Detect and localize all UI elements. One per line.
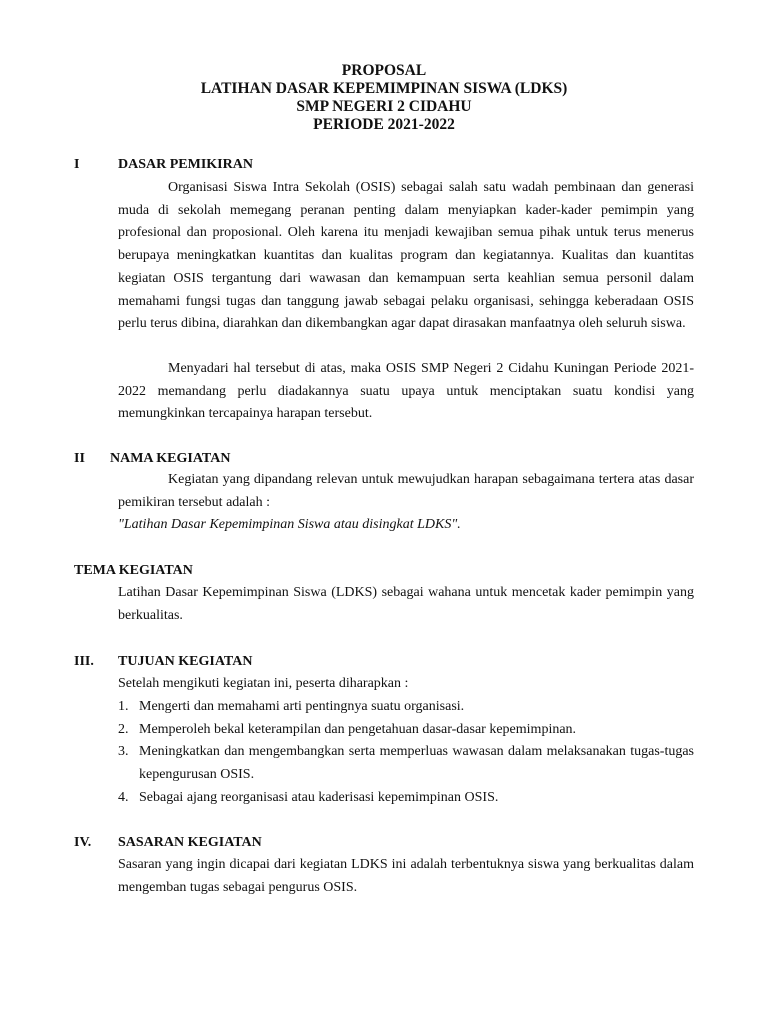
section-number-1: I (74, 157, 80, 172)
section-heading-nama-kegiatan: NAMA KEGIATAN (110, 451, 231, 466)
document-title (0, 62, 768, 134)
section-number-4: IV. (74, 835, 92, 850)
list-item-text: Mengerti dan memahami arti pentingnya suatu organisasi. (139, 699, 465, 714)
section-number-2: II (74, 451, 85, 466)
paragraph-dasar-1: Organisasi Siswa Intra Sekolah (OSIS) sebagai salah satu wadah pembinaan dan generasi muda di sekolah memegang peranan penting dalam menyiapkan kader-kader pemimpin yang profesional dan proposional. Oleh karena itu menjadi kewajiban semua pihak untuk terus menerus berupaya meningkatkan kuantitas dan kualitas program dan kegiatannya. Kualitas dan kuantitas kegiatan OSIS tergantung dari wawasan dan kemampuan serta keahlian semua personil dalam memahami fungsi tugas dan tanggung jawab sebagai pelaku organisasi, sehingga keberadaan OSIS perlu terus dibina, diarahkan dan dikembangkan agar dapat dirasakan manfaatnya oleh seluruh siswa. (118, 180, 694, 332)
list-item-text: Sebagai ajang reorganisasi atau kaderisasi kepemimpinan OSIS. (139, 789, 499, 805)
activity-name-quote: "Latihan Dasar Kepemimpinan Siswa atau disingkat LDKS". (118, 517, 461, 532)
section-heading-tema-kegiatan: TEMA KEGIATAN (74, 563, 193, 578)
paragraph-tujuan-intro: Setelah mengikuti kegiatan ini, peserta diharapkan : (118, 676, 409, 691)
paragraph-tema: Latihan Dasar Kepemimpinan Siswa (LDKS) sebagai wahana untuk mencetak kader pemimpin yang berkualitas. (118, 585, 694, 623)
list-item-number: 2. (118, 721, 129, 737)
title-line-period: PERIODE 2021-2022 (313, 116, 455, 133)
list-item-number: 1. (118, 699, 129, 714)
title-line-proposal: PROPOSAL (341, 62, 427, 79)
title-line-school: SMP NEGERI 2 CIDAHU (296, 98, 472, 115)
section-heading-dasar-pemikiran: DASAR PEMIKIRAN (118, 157, 253, 172)
objectives-list (118, 696, 694, 810)
section-number-3: III. (74, 654, 94, 669)
list-item (118, 719, 694, 742)
list-item-number: 4. (118, 789, 129, 805)
list-item-text: Meningkatkan dan mengembangkan serta memperluas wawasan dalam melaksanakan tugas-tugas kepengurusan OSIS. (139, 744, 694, 783)
list-item (118, 787, 694, 810)
list-item (118, 696, 694, 719)
paragraph-nama-1: Kegiatan yang dipandang relevan untuk mewujudkan harapan sebagaimana tertera atas dasar pemikiran tersebut adalah : (118, 472, 694, 510)
list-item (118, 741, 694, 786)
paragraph-dasar-2: Menyadari hal tersebut di atas, maka OSIS SMP Negeri 2 Cidahu Kuningan Periode 2021-2022 memandang perlu diadakannya suatu upaya untuk menciptakan suatu kondisi yang memungkinkan tercapainya harapan tersebut. (118, 361, 694, 422)
paragraph-sasaran: Sasaran yang ingin dicapai dari kegiatan LDKS ini adalah terbentuknya siswa yang berkualitas dalam mengemban tugas sebagai pengurus OSIS. (118, 857, 694, 895)
title-line-program: LATIHAN DASAR KEPEMIMPINAN SISWA (LDKS) (200, 80, 568, 97)
section-heading-sasaran-kegiatan: SASARAN KEGIATAN (118, 835, 262, 850)
list-item-text: Memperoleh bekal keterampilan dan pengetahuan dasar-dasar kepemimpinan. (139, 721, 577, 737)
list-item-number: 3. (118, 744, 129, 760)
section-heading-tujuan-kegiatan: TUJUAN KEGIATAN (118, 654, 253, 669)
